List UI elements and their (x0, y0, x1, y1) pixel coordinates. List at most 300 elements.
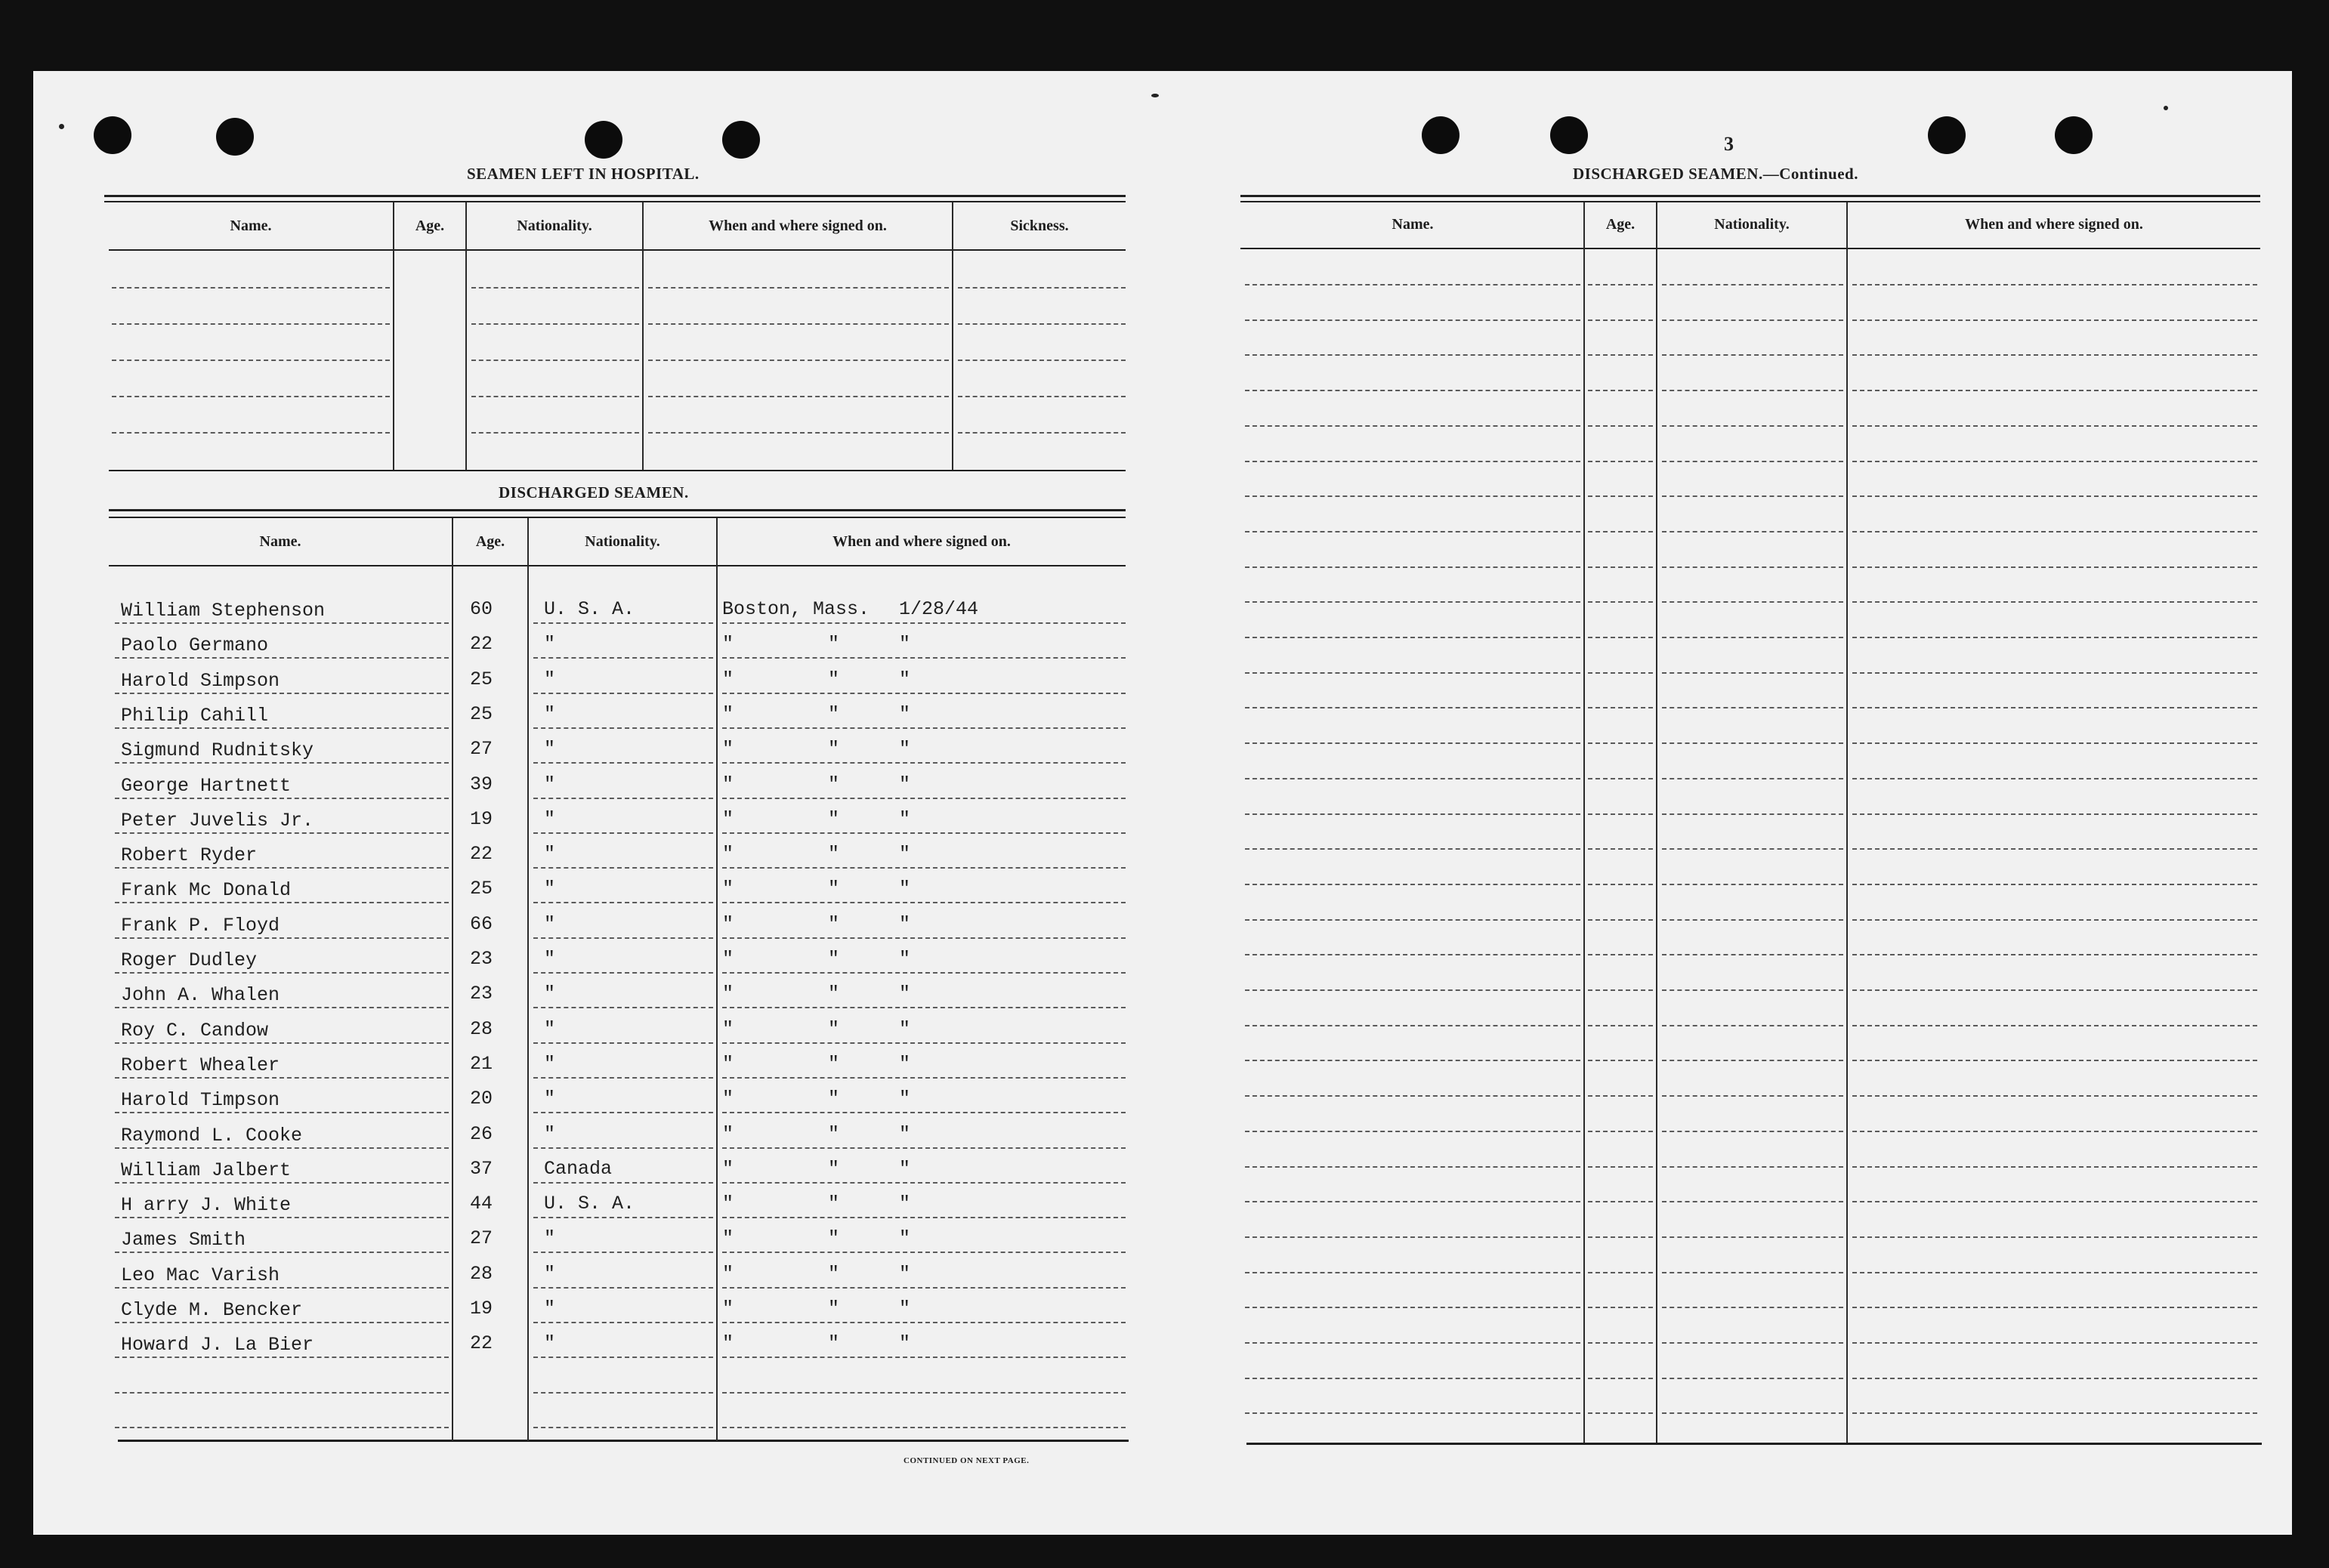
ruled-line (722, 1427, 1126, 1428)
ruled-line (1245, 1236, 1580, 1238)
seaman-age: 28 (470, 1017, 493, 1040)
ruled-line (112, 287, 390, 289)
ruled-line (1588, 672, 1653, 674)
seaman-age: 27 (470, 1227, 493, 1250)
discharged-header-age: Age. (475, 533, 505, 550)
ruled-line (115, 798, 449, 799)
ruled-line (1662, 461, 1843, 462)
signed-on-entry: " (899, 773, 911, 795)
punch-hole (585, 121, 622, 159)
ruled-line (533, 1392, 713, 1394)
ruled-line (1662, 390, 1843, 391)
signed-on-entry: " (722, 983, 734, 1005)
ruled-line (1588, 1201, 1653, 1202)
ruled-line (1662, 1378, 1843, 1379)
punch-hole (2055, 116, 2093, 154)
punch-hole (94, 116, 131, 154)
ruled-line (115, 867, 449, 869)
ruled-line (1588, 954, 1653, 955)
ruled-line (115, 832, 449, 834)
signed-on-entry: " (828, 668, 840, 690)
ruled-line (722, 727, 1126, 729)
ruled-line (1588, 601, 1653, 603)
seaman-age: 20 (470, 1088, 493, 1110)
ruled-line (722, 693, 1126, 694)
ruled-line (1245, 495, 1580, 497)
ruled-line (1662, 1060, 1843, 1061)
seaman-name: John A. Whalen (121, 984, 280, 1007)
ruled-line (1245, 1272, 1580, 1273)
signed-on-entry: " (899, 1088, 911, 1110)
ruled-line (471, 323, 639, 325)
ruled-line (1662, 1236, 1843, 1238)
signed-on-entry: " (828, 1332, 840, 1355)
ruled-line (1588, 566, 1653, 568)
seaman-age: 23 (470, 948, 493, 970)
signed-on-entry: " (828, 633, 840, 656)
seaman-age: 19 (470, 1298, 493, 1320)
signed-on-entry: " (722, 878, 734, 900)
ruled-line (533, 1112, 713, 1113)
seaman-name: Roger Dudley (121, 949, 258, 971)
ruled-line (1588, 1378, 1653, 1379)
ruled-line (1588, 1166, 1653, 1168)
signed-on-entry: " (722, 948, 734, 970)
ruled-line (533, 657, 713, 659)
seaman-name: H arry J. White (121, 1194, 292, 1217)
ruled-line (1245, 1131, 1580, 1132)
seaman-age: 22 (470, 1332, 493, 1355)
signed-on-entry: " (899, 1298, 911, 1320)
ruled-line (1852, 531, 2257, 532)
ruled-line (1588, 707, 1653, 708)
ruled-line (1852, 884, 2257, 885)
ruled-line (1852, 954, 2257, 955)
ruled-line (115, 972, 449, 974)
ruled-line (1852, 1060, 2257, 1061)
ruled-line (722, 1112, 1126, 1113)
seaman-age: 22 (470, 843, 493, 866)
ruled-line (115, 1217, 449, 1218)
ruled-line (1588, 425, 1653, 427)
seaman-name: Harold Simpson (121, 669, 280, 692)
ruled-line (1245, 848, 1580, 850)
ruled-line (1852, 848, 2257, 850)
ruled-line (1588, 848, 1653, 850)
seaman-age: 25 (470, 878, 493, 900)
seaman-nationality: " (544, 633, 556, 656)
ruled-line (1588, 637, 1653, 638)
ruled-line (1662, 319, 1843, 321)
ruled-line (1588, 813, 1653, 815)
seaman-age: 25 (470, 702, 493, 725)
seaman-nationality: U. S. A. (544, 1193, 635, 1215)
ruled-line (1662, 1272, 1843, 1273)
right-header-signed-on: When and where signed on. (1965, 216, 2143, 233)
seaman-name: William Stephenson (121, 600, 326, 622)
continued-footer: CONTINUED ON NEXT PAGE. (903, 1456, 1030, 1465)
ruled-line (1588, 1412, 1653, 1414)
ruled-line (1852, 742, 2257, 744)
seaman-nationality: " (544, 1088, 556, 1110)
hospital-header-name: Name. (230, 218, 272, 234)
ruled-line (1852, 390, 2257, 391)
punch-hole (1550, 116, 1588, 154)
ruled-line (1588, 919, 1653, 921)
ruled-line (1662, 566, 1843, 568)
signed-on-entry: 1/28/44 (899, 598, 979, 620)
ruled-line (115, 1077, 449, 1079)
ruled-line (1588, 1272, 1653, 1273)
signed-on-entry: " (722, 1157, 734, 1180)
ruled-line (1245, 425, 1580, 427)
ruled-line (1588, 319, 1653, 321)
ruled-line (533, 937, 713, 939)
ruled-line (1662, 284, 1843, 286)
ruled-line (1245, 461, 1580, 462)
signed-on-entry: " (899, 633, 911, 656)
ruled-line (648, 287, 949, 289)
signed-on-entry: " (899, 1332, 911, 1355)
ruled-line (1662, 1166, 1843, 1168)
ruled-line (1245, 637, 1580, 638)
ruled-line (1662, 1307, 1843, 1308)
ruled-line (1662, 1201, 1843, 1202)
ruled-line (112, 323, 390, 325)
ruled-line (533, 1042, 713, 1044)
ruled-line (1852, 566, 2257, 568)
ruled-line (1662, 425, 1843, 427)
ruled-line (1852, 1166, 2257, 1168)
discharged-section-title: DISCHARGED SEAMEN. (499, 483, 689, 502)
ruled-line (533, 1252, 713, 1253)
ruled-line (533, 1147, 713, 1149)
signed-on-entry: " (828, 983, 840, 1005)
ruled-line (958, 360, 1126, 361)
ruled-line (722, 1217, 1126, 1218)
ruled-line (1245, 1412, 1580, 1414)
seaman-nationality: Canada (544, 1157, 613, 1180)
ruled-line (115, 1112, 449, 1113)
signed-on-entry: " (722, 738, 734, 761)
discharged-header-nationality: Nationality. (585, 533, 660, 550)
seaman-nationality: " (544, 773, 556, 795)
ruled-line (1588, 495, 1653, 497)
signed-on-entry: " (828, 1227, 840, 1250)
signed-on-entry: " (899, 948, 911, 970)
ruled-line (1852, 425, 2257, 427)
ruled-line (115, 1392, 449, 1394)
discharged-header-name: Name. (259, 533, 301, 550)
ruled-line (648, 360, 949, 361)
punch-hole (216, 118, 254, 156)
seaman-nationality: " (544, 668, 556, 690)
signed-on-entry: " (722, 1088, 734, 1110)
signed-on-entry: " (722, 1017, 734, 1040)
ruled-line (1662, 919, 1843, 921)
seaman-nationality: " (544, 912, 556, 935)
signed-on-entry: Boston, Mass. (722, 598, 870, 620)
ruled-line (1662, 989, 1843, 991)
ruled-line (1662, 1025, 1843, 1026)
ruled-line (1852, 601, 2257, 603)
signed-on-entry: " (722, 1227, 734, 1250)
signed-on-entry: " (899, 1122, 911, 1145)
ruled-line (1852, 1201, 2257, 1202)
ruled-line (1588, 1095, 1653, 1097)
ruled-line (1245, 1025, 1580, 1026)
ruled-line (533, 832, 713, 834)
seaman-nationality: " (544, 1122, 556, 1145)
signed-on-entry: " (722, 807, 734, 830)
ruled-line (1588, 884, 1653, 885)
ruled-line (958, 432, 1126, 434)
signed-on-entry: " (722, 773, 734, 795)
ruled-line (112, 396, 390, 397)
ruled-line (1852, 1095, 2257, 1097)
ruled-line (1662, 1342, 1843, 1344)
signed-on-entry: " (828, 1262, 840, 1285)
seaman-age: 27 (470, 738, 493, 761)
ruled-line (1245, 672, 1580, 674)
signed-on-entry: " (828, 1017, 840, 1040)
ruled-line (1852, 495, 2257, 497)
ruled-line (722, 972, 1126, 974)
ruled-line (1662, 531, 1843, 532)
punch-hole (1928, 116, 1966, 154)
seaman-nationality: " (544, 1332, 556, 1355)
ruled-line (1662, 742, 1843, 744)
ruled-line (533, 867, 713, 869)
ruled-line (1245, 390, 1580, 391)
signed-on-entry: " (899, 702, 911, 725)
hospital-header-age: Age. (415, 218, 445, 234)
signed-on-entry: " (828, 1088, 840, 1110)
signed-on-entry: " (722, 1122, 734, 1145)
ruled-line (722, 622, 1126, 624)
right-section-title: DISCHARGED SEAMEN.—Continued. (1573, 165, 1858, 183)
ruled-line (1245, 954, 1580, 955)
right-header-name: Name. (1392, 216, 1434, 233)
ruled-line (115, 762, 449, 764)
seaman-age: 26 (470, 1122, 493, 1145)
ruled-line (1852, 1236, 2257, 1238)
ruled-line (1588, 1307, 1653, 1308)
ruled-line (1588, 1342, 1653, 1344)
signed-on-entry: " (899, 1157, 911, 1180)
signed-on-entry: " (899, 1193, 911, 1215)
ruled-line (1662, 848, 1843, 850)
ruled-line (1852, 1378, 2257, 1379)
ruled-line (115, 1357, 449, 1358)
ruled-line (115, 1147, 449, 1149)
signed-on-entry: " (828, 1193, 840, 1215)
seaman-nationality: " (544, 1262, 556, 1285)
ruled-line (1852, 1272, 2257, 1273)
ruled-line (722, 902, 1126, 903)
signed-on-entry: " (899, 878, 911, 900)
punch-hole (722, 121, 760, 159)
seaman-name: William Jalbert (121, 1159, 292, 1181)
page-number: 3 (1724, 133, 1734, 155)
ruled-line (115, 1287, 449, 1289)
seaman-nationality: " (544, 738, 556, 761)
seaman-name: Robert Whealer (121, 1054, 280, 1076)
ruled-line (1662, 1095, 1843, 1097)
ruled-line (1662, 354, 1843, 356)
ruled-line (115, 937, 449, 939)
ruled-line (1245, 1166, 1580, 1168)
ruled-line (1852, 284, 2257, 286)
signed-on-entry: " (828, 807, 840, 830)
ruled-line (1245, 742, 1580, 744)
hospital-header-nationality: Nationality. (517, 218, 592, 234)
ruled-line (533, 1427, 713, 1428)
signed-on-entry: " (722, 702, 734, 725)
ruled-line (471, 360, 639, 361)
signed-on-entry: " (828, 702, 840, 725)
ruled-line (1852, 672, 2257, 674)
seaman-name: Sigmund Rudnitsky (121, 739, 314, 762)
seaman-age: 22 (470, 633, 493, 656)
signed-on-entry: " (722, 912, 734, 935)
ruled-line (533, 727, 713, 729)
ruled-line (722, 1007, 1126, 1008)
ruled-line (722, 762, 1126, 764)
ruled-line (115, 1042, 449, 1044)
signed-on-entry: " (828, 1298, 840, 1320)
ruled-line (533, 1077, 713, 1079)
seaman-name: Howard J. La Bier (121, 1334, 314, 1357)
ruled-line (1852, 778, 2257, 779)
hospital-header-sickness: Sickness. (1010, 218, 1069, 234)
ruled-line (1852, 707, 2257, 708)
seaman-name: Robert Ryder (121, 844, 258, 867)
ruled-line (958, 323, 1126, 325)
signed-on-entry: " (899, 1017, 911, 1040)
ruled-line (722, 937, 1126, 939)
ruled-line (648, 323, 949, 325)
ruled-line (471, 287, 639, 289)
ruled-line (1852, 989, 2257, 991)
ruled-line (533, 693, 713, 694)
ruled-line (1245, 354, 1580, 356)
seaman-age: 21 (470, 1052, 493, 1075)
signed-on-entry: " (899, 1227, 911, 1250)
signed-on-entry: " (828, 1052, 840, 1075)
ruled-line (1852, 354, 2257, 356)
signed-on-entry: " (899, 843, 911, 866)
ruled-line (1245, 1307, 1580, 1308)
ruled-line (1245, 566, 1580, 568)
ruled-line (533, 1357, 713, 1358)
ruled-line (533, 902, 713, 903)
ruled-line (1245, 813, 1580, 815)
ruled-line (112, 432, 390, 434)
ruled-line (1588, 284, 1653, 286)
seaman-age: 19 (470, 807, 493, 830)
ruled-line (1245, 601, 1580, 603)
signed-on-entry: " (722, 1193, 734, 1215)
seaman-name: Leo Mac Varish (121, 1264, 280, 1286)
ruled-line (1588, 1060, 1653, 1061)
ruled-line (115, 657, 449, 659)
seaman-name: James Smith (121, 1229, 246, 1252)
ruled-line (722, 1357, 1126, 1358)
ruled-line (1588, 531, 1653, 532)
ruled-line (1588, 1025, 1653, 1026)
ruled-line (1588, 1131, 1653, 1132)
ruled-line (1852, 1307, 2257, 1308)
seaman-nationality: " (544, 1227, 556, 1250)
ruled-line (722, 1077, 1126, 1079)
ruled-line (1662, 637, 1843, 638)
signed-on-entry: " (899, 1052, 911, 1075)
seaman-nationality: " (544, 702, 556, 725)
ruled-line (1852, 319, 2257, 321)
ruled-line (1245, 531, 1580, 532)
ruled-line (1588, 742, 1653, 744)
ruled-line (1662, 884, 1843, 885)
signed-on-entry: " (899, 807, 911, 830)
signed-on-entry: " (828, 738, 840, 761)
seaman-nationality: " (544, 1052, 556, 1075)
ruled-line (533, 762, 713, 764)
ruled-line (1852, 919, 2257, 921)
ruled-line (1245, 319, 1580, 321)
ruled-line (533, 622, 713, 624)
ruled-line (115, 693, 449, 694)
ruled-line (958, 287, 1126, 289)
ruled-line (722, 1392, 1126, 1394)
ruled-line (722, 1287, 1126, 1289)
signed-on-entry: " (899, 738, 911, 761)
ruled-line (722, 832, 1126, 834)
seaman-name: Frank P. Floyd (121, 914, 280, 937)
ruled-line (722, 867, 1126, 869)
seaman-age: 44 (470, 1193, 493, 1215)
ruled-line (533, 1217, 713, 1218)
ruled-line (1662, 601, 1843, 603)
signed-on-entry: " (722, 1052, 734, 1075)
ruled-line (115, 902, 449, 903)
seaman-age: 60 (470, 598, 493, 620)
ruled-line (1245, 707, 1580, 708)
ruled-line (1588, 354, 1653, 356)
signed-on-entry: " (722, 1332, 734, 1355)
signed-on-entry: " (722, 1262, 734, 1285)
ruled-line (1852, 1342, 2257, 1344)
right-header-nationality: Nationality. (1714, 216, 1790, 233)
ruled-line (1588, 1236, 1653, 1238)
signed-on-entry: " (722, 1298, 734, 1320)
signed-on-entry: " (828, 912, 840, 935)
ruled-line (533, 1287, 713, 1289)
signed-on-entry: " (899, 668, 911, 690)
seaman-name: Philip Cahill (121, 704, 269, 727)
ruled-line (115, 1252, 449, 1253)
ruled-line (1245, 778, 1580, 779)
ruled-line (722, 1147, 1126, 1149)
seaman-nationality: " (544, 948, 556, 970)
ruled-line (648, 432, 949, 434)
ruled-line (533, 972, 713, 974)
ruled-line (533, 1007, 713, 1008)
seaman-nationality: " (544, 1298, 556, 1320)
seaman-age: 66 (470, 912, 493, 935)
ruled-line (471, 432, 639, 434)
hospital-section-title: SEAMEN LEFT IN HOSPITAL. (467, 165, 700, 183)
